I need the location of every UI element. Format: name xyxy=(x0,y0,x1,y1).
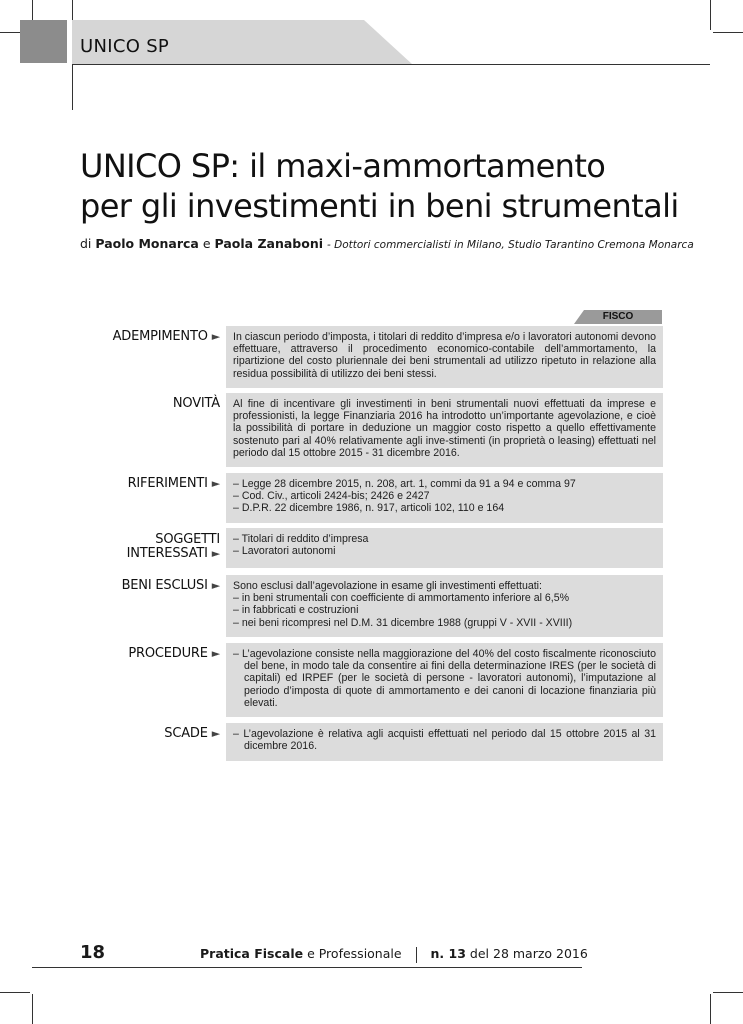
list-item: – in beni strumentali con coefficiente di ammortamento inferiore al 6,5% xyxy=(233,592,656,604)
row-list xyxy=(233,592,656,629)
row-list xyxy=(233,478,656,515)
row-label-text: BENI ESCLUSI xyxy=(121,578,208,593)
row-label xyxy=(80,477,220,491)
section-title: UNICO SP xyxy=(80,36,170,57)
list-item: – L’agevolazione è relativa agli acquisti effettuati nel periodo dal 15 ottobre 2015 al 31 dicembre 2016. xyxy=(233,728,656,752)
byline-prefix: di xyxy=(80,236,92,251)
row-content xyxy=(226,326,663,388)
magazine-name-rest: e Professionale xyxy=(307,946,402,961)
list-item: – Lavoratori autonomi xyxy=(233,545,656,557)
crop-mark xyxy=(710,994,711,1024)
arrow-right-icon: ► xyxy=(211,547,220,560)
crop-mark xyxy=(0,992,30,993)
article-title-line2: per gli investimenti in beni strumentali xyxy=(80,187,679,225)
list-item: – Legge 28 dicembre 2015, n. 208, art. 1, commi da 91 a 94 e comma 97 xyxy=(233,478,656,490)
summary-row-soggetti-interessati xyxy=(80,528,663,568)
footer-separator xyxy=(416,947,417,963)
row-content xyxy=(226,528,663,568)
summary-row-beni-esclusi xyxy=(80,575,663,637)
row-label-text: NOVITÀ xyxy=(172,396,220,411)
arrow-right-icon: ► xyxy=(211,727,220,740)
author-affiliation: - Dottori commercialisti in Milano, Studio Tarantino Cremona Monarca xyxy=(327,239,694,251)
list-item: – Titolari di reddito d’impresa xyxy=(233,533,656,545)
issue-number: n. 13 xyxy=(430,946,466,961)
list-item: – Cod. Civ., articoli 2424-bis; 2426 e 2427 xyxy=(233,490,656,502)
crop-mark xyxy=(713,992,743,993)
issue-date: del 28 marzo 2016 xyxy=(469,946,588,961)
article-title xyxy=(80,146,700,226)
footer-publication xyxy=(200,946,588,963)
row-list xyxy=(233,728,656,752)
row-content xyxy=(226,393,663,467)
row-label xyxy=(80,533,220,561)
row-label xyxy=(80,397,220,411)
header-marker-square xyxy=(20,20,67,63)
crop-mark xyxy=(710,0,711,30)
row-label-text: SOGGETTI xyxy=(155,532,220,547)
row-label-text: INTERESSATI xyxy=(126,546,208,561)
summary-row-riferimenti xyxy=(80,473,663,523)
author-name: Paolo Monarca xyxy=(95,236,199,251)
arrow-right-icon: ► xyxy=(211,477,220,490)
row-label-text: RIFERIMENTI xyxy=(127,476,208,491)
category-label: FISCO xyxy=(602,311,634,322)
list-item: – D.P.R. 22 dicembre 1986, n. 917, articoli 102, 110 e 164 xyxy=(233,502,656,514)
row-label xyxy=(80,579,220,593)
row-label-text: SCADE xyxy=(164,726,208,741)
arrow-right-icon: ► xyxy=(211,330,220,343)
crop-mark xyxy=(32,994,33,1024)
row-label xyxy=(80,647,220,661)
row-list xyxy=(233,533,656,557)
byline-conjunction: e xyxy=(202,236,211,251)
row-content xyxy=(226,723,663,761)
row-content xyxy=(226,575,663,637)
summary-row-procedure xyxy=(80,643,663,717)
author-name: Paola Zanaboni xyxy=(214,236,324,251)
row-paragraph: Al fine di incentivare gli investimenti in beni strumentali nuovi effettuati da imprese e professionisti, la legge Finanziaria 2016 ha introdotto un’importante agevolazione, e cioè la possibilità di portare in deduzione un maggior costo rispetto a quello effettivamente sostenuto pari al 40% relativamente agli inve-stimenti (in proprietà o leasing) effettuati nel periodo dal 15 ottobre 2015 - 31 dicembre 2016. xyxy=(233,398,656,459)
arrow-right-icon: ► xyxy=(211,647,220,660)
list-item: – L’agevolazione consiste nella maggiorazione del 40% del costo fiscalmente riconosciuto del bene, in modo tale da consentire ai fini della determinazione IRES (per le società di capitali) ed IRPEF (per le società di persone - lavoratori autonomi), l’imputazione al periodo d’imposta di quote di ammortamento e dei canoni di locazione finanziaria più elevati. xyxy=(233,648,656,709)
row-content xyxy=(226,643,663,717)
row-label-text: ADEMPIMENTO xyxy=(112,329,208,344)
page-number: 18 xyxy=(80,942,106,963)
row-label-text: PROCEDURE xyxy=(128,646,208,661)
byline xyxy=(80,236,720,251)
summary-row-scade xyxy=(80,723,663,761)
row-paragraph: Sono esclusi dall’agevolazione in esame gli investimenti effettuati: xyxy=(233,580,542,592)
footer-rule xyxy=(32,967,582,968)
row-list xyxy=(233,648,656,709)
article-title-line1: UNICO SP: il maxi-ammortamento xyxy=(80,147,606,185)
summary-row-adempimento xyxy=(80,326,663,388)
list-item: – in fabbricati e costruzioni xyxy=(233,604,656,616)
summary-row-novita xyxy=(80,393,663,467)
magazine-name: Pratica Fiscale xyxy=(200,946,304,961)
header-rule xyxy=(72,64,710,65)
row-paragraph: In ciascun periodo d’imposta, i titolari di reddito d’impresa e/o i lavoratori autonomi devono effettuare, attraverso il procedimento economico-contabile dell’ammortamento, la ripartizione del costo pluriennale dei beni strumentali ad utilizzo ripetuto in relazione alla residua possibilità di utilizzo dei beni stessi. xyxy=(233,331,656,380)
crop-mark xyxy=(713,32,743,33)
row-content xyxy=(226,473,663,523)
row-label xyxy=(80,330,220,344)
list-item: – nei beni ricompresi nel D.M. 31 dicembre 1988 (gruppi V - XVII - XVIII) xyxy=(233,617,656,629)
arrow-right-icon: ► xyxy=(211,579,220,592)
row-label xyxy=(80,727,220,741)
